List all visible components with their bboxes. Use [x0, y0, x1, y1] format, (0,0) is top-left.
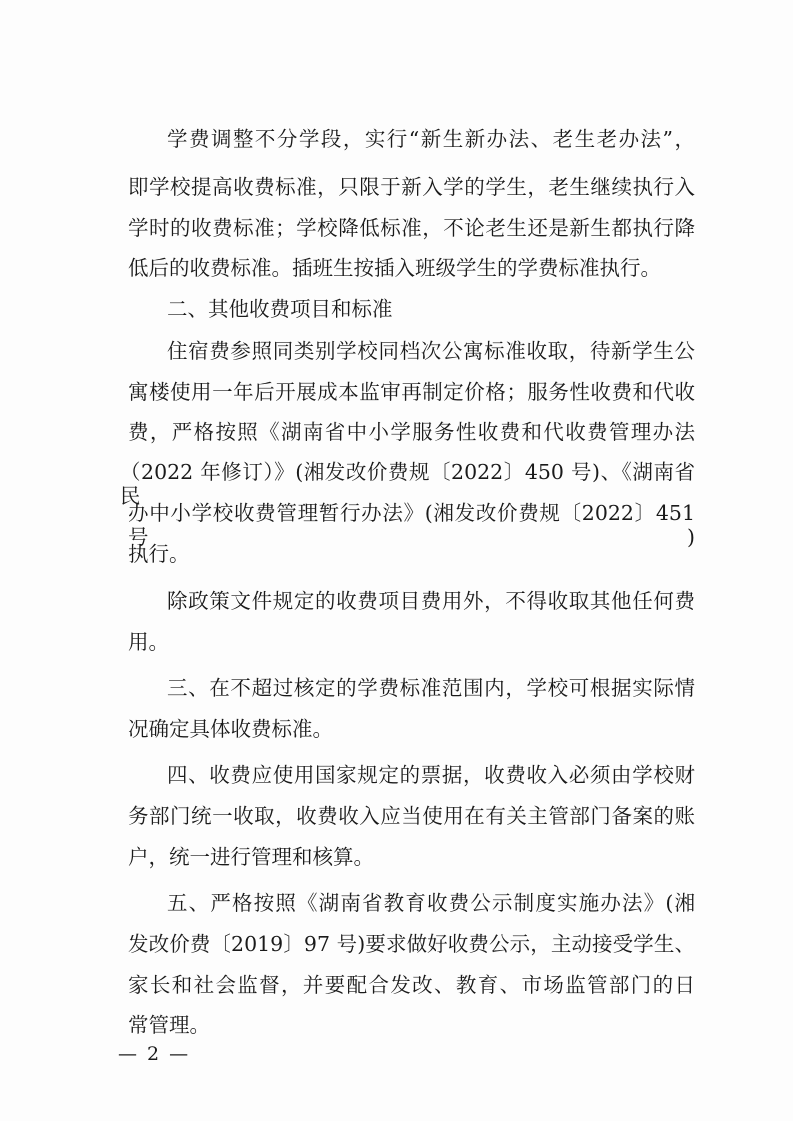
text-line: 户，统一进行管理和核算。 [128, 845, 374, 869]
section-heading: 二、其他收费项目和标准 [167, 297, 393, 321]
text-line: 常管理。 [128, 1013, 210, 1037]
text-line: 办中小学校收费管理暂行办法》(湘发改价费规〔2022〕451 号) [128, 501, 695, 549]
page-number: — 2 — [118, 1043, 191, 1065]
text-line: 学时的收费标准；学校降低标准，不论老生还是新生都执行降 [128, 216, 695, 240]
text-line: 三、在不超过核定的学费标准范围内，学校可根据实际情 [167, 676, 695, 700]
text-line: 家长和社会监督，并要配合发改、教育、市场监管部门的日 [128, 973, 695, 997]
text-line: 发改价费〔2019〕97 号)要求做好收费公示，主动接受学生、 [128, 932, 695, 956]
text-line: （2022 年修订）》(湘发改价费规〔2022〕450 号)、《湖南省民 [120, 460, 695, 508]
text-line: 费，严格按照《湖南省中小学服务性收费和代收费管理办法 [128, 420, 695, 444]
text-line: 住宿费参照同类别学校同档次公寓标准收取，待新学生公 [167, 339, 695, 363]
text-line: 四、收费应使用国家规定的票据，收费收入必须由学校财 [167, 763, 695, 787]
text-line: 五、严格按照《湖南省教育收费公示制度实施办法》(湘 [167, 891, 695, 915]
text-line: 用。 [128, 630, 169, 654]
text-line: 即学校提高收费标准，只限于新入学的学生，老生继续执行入 [128, 175, 695, 199]
text-line: 寓楼使用一年后开展成本监审再制定价格；服务性收费和代收 [128, 380, 695, 404]
text-line: 执行。 [128, 542, 190, 566]
text-line: 低后的收费标准。插班生按插入班级学生的学费标准执行。 [128, 256, 661, 280]
text-line: 务部门统一收取，收费收入应当使用在有关主管部门备案的账 [128, 804, 695, 828]
text-line: 学费调整不分学段，实行“新生新办法、老生老办法”， [167, 127, 695, 151]
text-line: 除政策文件规定的收费项目费用外，不得收取其他任何费 [167, 589, 695, 613]
text-line: 况确定具体收费标准。 [128, 717, 333, 741]
